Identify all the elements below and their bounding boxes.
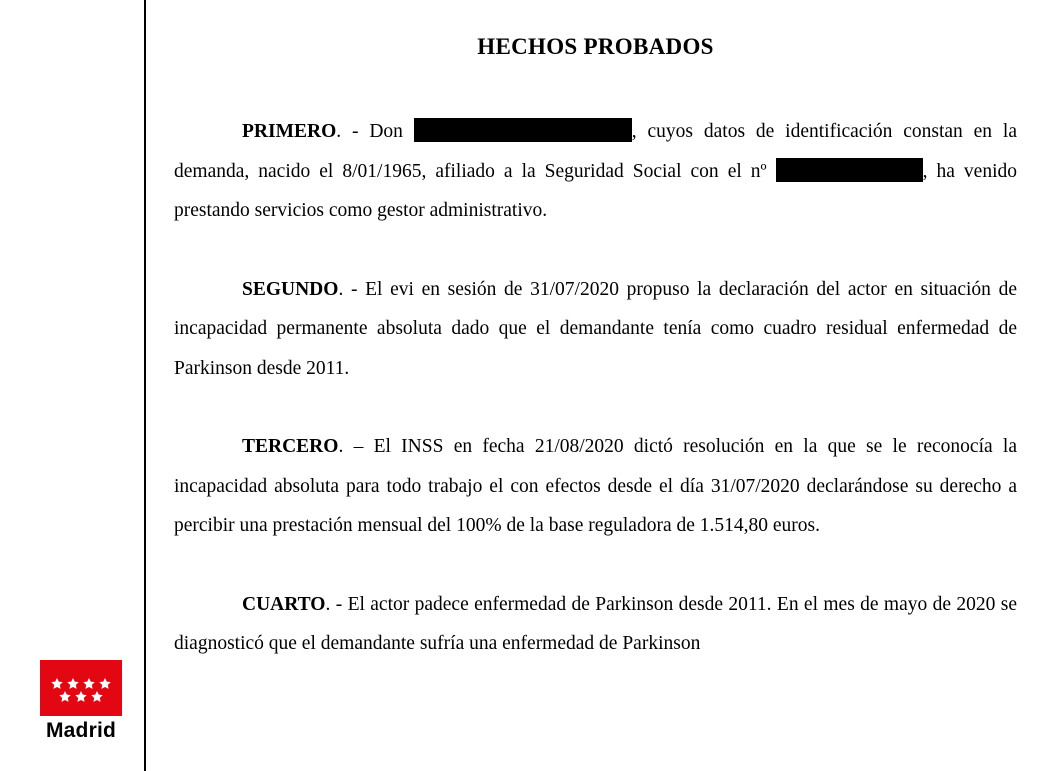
- paragraph-text: , ha venido prestando servicios como gestor administrativo.: [174, 160, 1017, 221]
- paragraph-text: El INSS en fecha 21/08/2020 dictó resolución en la que se le reconocía la incapacidad absoluta para todo trabajo el con efectos desde el día 31/07/2020 declarándose su derecho a percibir una prestación mensual del 100% de la base reguladora de 1.514,80 euros.: [174, 436, 1017, 536]
- redaction-box: [414, 118, 632, 142]
- paragraph-heading: PRIMERO: [242, 121, 337, 142]
- heading-separator: . -: [336, 121, 370, 142]
- stars-icon: [40, 660, 122, 716]
- paragraph-heading: SEGUNDO: [242, 278, 339, 300]
- paragraph-text: El actor padece enfermedad de Parkinson desde 2011. En el mes de mayo de 2020 se diagnosticó que el demandante sufría una enfermedad de Parkinson: [174, 593, 1017, 654]
- heading-separator: . -: [325, 593, 348, 615]
- paragraph-heading: TERCERO: [242, 436, 339, 457]
- madrid-flag-icon: [40, 660, 122, 716]
- heading-separator: . –: [338, 436, 374, 457]
- paragraph-heading: CUARTO: [242, 593, 326, 615]
- heading-separator: . -: [338, 278, 366, 300]
- paragraph-text: , cuyos datos de identificación constan en la demanda, nacido el 8/01/1965, afiliado a la Seguridad Social con el nº: [174, 121, 1017, 182]
- paragraph-tercero: [174, 427, 1017, 546]
- paragraph-cuarto: [174, 585, 1017, 664]
- document-title: HECHOS PROBADOS: [477, 34, 714, 59]
- paragraph-text: El evi en sesión de 31/07/2020 propuso la declaración del actor en situación de incapacidad permanente absoluta dado que el demandante tenía como cuadro residual enfermedad de Parkinson desde 2011.: [174, 278, 1017, 379]
- paragraph-segundo: [174, 270, 1017, 389]
- logo-text: Madrid: [45, 719, 117, 742]
- document-body: [174, 30, 1017, 664]
- paragraph-text: Don: [369, 121, 414, 142]
- comunidad-madrid-logo: [40, 660, 122, 743]
- margin-rule: [144, 0, 146, 771]
- paragraph-primero: [174, 112, 1017, 231]
- redaction-box: [776, 158, 923, 182]
